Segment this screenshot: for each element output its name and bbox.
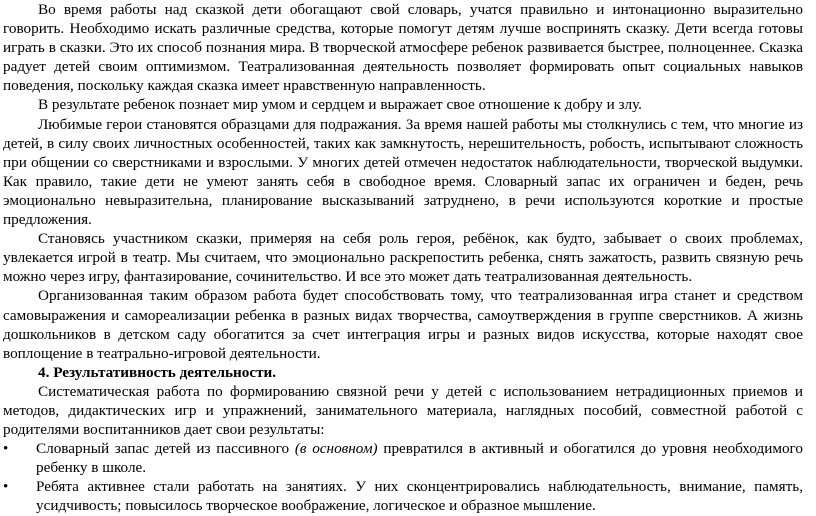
bullet-text <box>36 439 803 477</box>
paragraph-good-and-evil: В результате ребенок познает мир умом и сердцем и выражает свое отношение к добру и злу. <box>38 96 642 114</box>
bullet-marker: • <box>3 478 9 496</box>
section-heading: 4. Результативность деятельности. <box>38 363 277 381</box>
bullet-text-part: превратился в активный и обогатился до уровня необходимого ребенку в школе. <box>36 440 803 477</box>
paragraph-fairy-tale-vocabulary: Во время работы над сказкой дети обогащают свой словарь, учатся правильно и интонационно выразительно говорить. Необходимо искать различные средства, которые помогут детям лучше воспринять сказку. Дети всегда готовы играть в сказки. Это их способ познания мира. В творческой атмосфере ребенок развивается быстрее, полноценнее. Сказка радует детей своим оптимизмом. Театрализованная деятельность позволяет формировать опыт социальных навыков поведения, поскольку каждая сказка имеет нравственную направленность. <box>3 1 803 95</box>
paragraph-favorite-heroes: Любимые герои становятся образцами для подражания. За время нашей работы мы столкнулись с тем, что многие из детей, в силу своих личностных особенностей, таких как замкнутость, нерешительность, робость, испытывают сложность при общении со сверстниками и взрослыми. У многих детей отмечен недостаток наблюдательности, творческой выдумки. Как правило, такие дети не умеют занять себя в свободное время. Словарный запас их ограничен и беден, речь эмоционально невыразительна, планирование высказываний затруднено, в речи используются короткие и простые предложения. <box>3 115 803 229</box>
bullet-text-part: Словарный запас детей из пассивного <box>36 440 295 458</box>
bullet-item-vocabulary <box>3 439 803 477</box>
bullet-item-activity <box>3 477 803 515</box>
bullet-marker: • <box>3 440 9 458</box>
bullet-italic-note: (в основном) <box>294 440 378 458</box>
paragraph-becoming-participant: Становясь участником сказки, примеряя на себя роль героя, ребёнок, как будто, забывает о своих проблемах, увлекается игрой в театр. Мы считаем, что эмоционально раскрепостить ребенка, снять зажатость, развить связную речь можно через игру, фантазирование, сочинительство. И все это может дать театрализованная деятельность. <box>3 230 803 286</box>
paragraph-results-intro: Систематическая работа по формированию связной речи у детей с использованием нетрадиционных приемов и методов, дидактических игр и упражнений, занимательного материала, наглядных пособий, совместной работой с родителями воспитанников дает свои результаты: <box>3 382 803 439</box>
bullet-text: Ребята активнее стали работать на занятиях. У них сконцентрировались наблюдательность, внимание, память, усидчивость; повысилось творческое воображение, логическое и образное мышление. <box>36 478 803 515</box>
paragraph-organized-work: Организованная таким образом работа будет способствовать тому, что театрализованная игра станет и средством самовыражения и самореализации ребенка в разных видах творчества, самоутверждения в группе сверстников. А жизнь дошкольников в детском саду обогатится за счет интеграция игры и разных видов искусства, которые находят свое воплощение в театрально-игровой деятельности. <box>3 287 803 362</box>
